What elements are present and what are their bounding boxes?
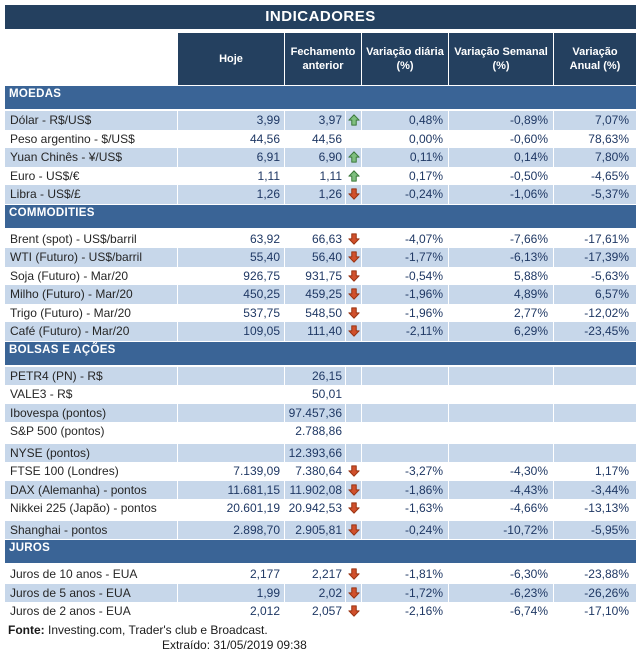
previous-close-value: 6,90: [318, 150, 342, 164]
cell-daily-change: [362, 444, 449, 463]
cell-today-value: 63,92: [178, 230, 285, 249]
arrow-up-icon: [345, 148, 361, 167]
cell-daily-change: -1,72%: [362, 584, 449, 603]
previous-close-value: 931,75: [305, 268, 342, 283]
arrow-empty-slot: [345, 404, 361, 423]
cell-today-value: 2,012: [178, 602, 285, 621]
table-row: [5, 322, 636, 341]
cell-annual-change: -23,88%: [584, 567, 629, 581]
previous-close-value: 1,26: [318, 187, 342, 201]
cell-daily-change: -1,96%: [362, 304, 449, 323]
source-text: Investing.com, Trader's club e Broadcast.: [44, 622, 268, 637]
previous-close-value: 548,50: [305, 305, 342, 320]
cell-annual-change: [554, 404, 636, 423]
cell-previous-close: [285, 481, 362, 500]
cell-today-value: 2,177: [178, 565, 285, 584]
cell-today-value: [178, 367, 285, 386]
cell-today-value: [178, 404, 285, 423]
cell-weekly-change: -4,66%: [449, 499, 554, 518]
cell-weekly-change: -6,13%: [449, 248, 554, 267]
arrow-down-icon: [345, 304, 361, 323]
table-row: [5, 285, 636, 304]
cell-weekly-change: [449, 422, 554, 441]
table-row: [5, 565, 636, 584]
table-row: [5, 167, 636, 186]
cell-previous-close: [285, 521, 362, 540]
table-row: [5, 248, 636, 267]
cell-indicator-name: Café (Futuro) - Mar/20: [5, 322, 178, 341]
table-row: [5, 602, 636, 621]
cell-today-value: 2.898,70: [178, 521, 285, 540]
table-row: [5, 404, 636, 423]
cell-today-value: [178, 444, 285, 463]
cell-weekly-change: 0,14%: [449, 148, 554, 167]
arrow-down-icon: [345, 185, 361, 204]
table-row: [5, 462, 636, 481]
cell-indicator-name: Yuan Chinês - ¥/US$: [5, 148, 178, 167]
cell-annual-change: -13,13%: [584, 501, 629, 515]
table-row: [5, 584, 636, 603]
arrow-down-icon: [345, 481, 361, 500]
column-header-previous-close: Fechamento anterior: [285, 33, 362, 85]
cell-daily-change: -1,81%: [362, 565, 449, 584]
cell-annual-change: -12,02%: [584, 305, 629, 320]
cell-weekly-change: 6,29%: [449, 322, 554, 341]
cell-weekly-change: -6,30%: [449, 565, 554, 584]
cell-annual-change: [554, 422, 636, 441]
section-header-bolsas-e-acoes: BOLSAS E AÇÕES: [5, 341, 636, 367]
cell-today-value: 11.681,15: [178, 481, 285, 500]
cell-indicator-name: Nikkei 225 (Japão) - pontos: [5, 499, 178, 518]
cell-weekly-change: -0,60%: [449, 130, 554, 149]
cell-previous-close: [285, 367, 362, 386]
cell-indicator-name: Ibovespa (pontos): [5, 404, 178, 423]
cell-weekly-change: [449, 385, 554, 404]
arrow-empty-slot: [345, 367, 361, 386]
arrow-down-icon: [345, 499, 361, 518]
previous-close-value: 459,25: [305, 287, 342, 301]
cell-daily-change: 0,17%: [362, 167, 449, 186]
cell-weekly-change: -6,74%: [449, 602, 554, 621]
cell-today-value: [178, 385, 285, 404]
arrow-down-icon: [345, 322, 361, 341]
cell-indicator-name: FTSE 100 (Londres): [5, 462, 178, 481]
cell-previous-close: [285, 167, 362, 186]
arrow-up-icon: [345, 167, 361, 186]
cell-indicator-name: Juros de 5 anos - EUA: [5, 584, 178, 603]
cell-today-value: 55,40: [178, 248, 285, 267]
cell-indicator-name: Peso argentino - $/US$: [5, 130, 178, 149]
cell-previous-close: [285, 385, 362, 404]
cell-previous-close: [285, 285, 362, 304]
cell-indicator-name: PETR4 (PN) - R$: [5, 367, 178, 386]
table-row: [5, 304, 636, 323]
section-header-juros: JUROS: [5, 539, 636, 565]
cell-annual-change: 1,17%: [594, 464, 629, 478]
table-row: [5, 367, 636, 386]
table-row: [5, 499, 636, 518]
arrow-down-icon: [345, 602, 361, 621]
cell-today-value: 926,75: [178, 267, 285, 286]
source-line: [5, 623, 636, 638]
column-header-annual-change: Variação Anual (%): [554, 33, 636, 85]
cell-weekly-change: 5,88%: [449, 267, 554, 286]
cell-weekly-change: [449, 367, 554, 386]
cell-indicator-name: Soja (Futuro) - Mar/20: [5, 267, 178, 286]
cell-annual-change: -5,63%: [590, 268, 629, 283]
arrow-down-icon: [345, 285, 361, 304]
previous-close-value: 2.905,81: [295, 522, 342, 537]
cell-indicator-name: Euro - US$/€: [5, 167, 178, 186]
column-header-row: [5, 33, 636, 85]
cell-daily-change: 0,00%: [362, 130, 449, 149]
table-row: [5, 185, 636, 204]
cell-weekly-change: [449, 404, 554, 423]
column-header-daily-change: Variação diária (%): [362, 33, 449, 85]
cell-previous-close: [285, 584, 362, 603]
cell-annual-change: 7,80%: [594, 150, 629, 164]
cell-weekly-change: -0,50%: [449, 167, 554, 186]
cell-annual-change: -17,39%: [584, 250, 629, 264]
cell-annual-change: -3,44%: [590, 482, 629, 497]
table-row: [5, 111, 636, 130]
cell-daily-change: -0,24%: [362, 521, 449, 540]
cell-previous-close: [285, 565, 362, 584]
previous-close-value: 2,217: [311, 567, 342, 581]
cell-previous-close: [285, 248, 362, 267]
cell-annual-change: [554, 444, 636, 463]
cell-indicator-name: Dólar - R$/US$: [5, 111, 178, 130]
source-label: Fonte:: [8, 622, 45, 637]
table-row: [5, 481, 636, 500]
arrow-down-icon: [345, 462, 361, 481]
cell-today-value: 450,25: [178, 285, 285, 304]
cell-weekly-change: -0,89%: [449, 111, 554, 130]
table-row: [5, 444, 636, 463]
table-row: [5, 267, 636, 286]
arrow-down-icon: [345, 230, 361, 249]
cell-previous-close: [285, 130, 362, 149]
arrow-empty-slot: [345, 444, 361, 463]
cell-previous-close: [285, 444, 362, 463]
cell-daily-change: -3,27%: [362, 462, 449, 481]
cell-daily-change: -1,77%: [362, 248, 449, 267]
previous-close-value: 3,97: [318, 113, 342, 127]
cell-indicator-name: Trigo (Futuro) - Mar/20: [5, 304, 178, 323]
cell-daily-change: 0,11%: [362, 148, 449, 167]
cell-today-value: 3,99: [178, 111, 285, 130]
cell-annual-change: -26,26%: [584, 585, 629, 600]
cell-indicator-name: DAX (Alemanha) - pontos: [5, 481, 178, 500]
cell-daily-change: -4,07%: [362, 230, 449, 249]
previous-close-value: 2.788,86: [295, 424, 342, 438]
cell-annual-change: -23,45%: [584, 324, 629, 338]
cell-indicator-name: VALE3 - R$: [5, 385, 178, 404]
section-header-moedas: MOEDAS: [5, 85, 636, 111]
arrow-down-icon: [345, 248, 361, 267]
cell-annual-change: 6,57%: [594, 287, 629, 301]
arrow-empty-slot: [345, 130, 361, 149]
arrow-down-icon: [345, 521, 361, 540]
cell-weekly-change: 2,77%: [449, 304, 554, 323]
cell-previous-close: [285, 185, 362, 204]
cell-today-value: 1,11: [178, 167, 285, 186]
cell-previous-close: [285, 148, 362, 167]
cell-daily-change: -1,63%: [362, 499, 449, 518]
cell-indicator-name: Juros de 2 anos - EUA: [5, 602, 178, 621]
cell-today-value: 537,75: [178, 304, 285, 323]
cell-daily-change: -0,54%: [362, 267, 449, 286]
table-row: [5, 521, 636, 540]
cell-daily-change: -1,96%: [362, 285, 449, 304]
column-header-weekly-change: Variação Semanal (%): [449, 33, 554, 85]
cell-weekly-change: -4,30%: [449, 462, 554, 481]
previous-close-value: 56,40: [311, 250, 342, 264]
previous-close-value: 7.380,64: [295, 464, 342, 478]
cell-previous-close: [285, 230, 362, 249]
cell-weekly-change: -6,23%: [449, 584, 554, 603]
report-title: INDICADORES: [5, 5, 636, 29]
cell-previous-close: [285, 267, 362, 286]
cell-weekly-change: -4,43%: [449, 481, 554, 500]
cell-daily-change: [362, 367, 449, 386]
cell-indicator-name: Libra - US$/£: [5, 185, 178, 204]
cell-previous-close: [285, 404, 362, 423]
arrow-down-icon: [345, 584, 361, 603]
cell-indicator-name: WTI (Futuro) - US$/barril: [5, 248, 178, 267]
extracted-line: Extraído: 31/05/2019 09:38: [162, 637, 307, 652]
cell-daily-change: [362, 385, 449, 404]
cell-indicator-name: Brent (spot) - US$/barril: [5, 230, 178, 249]
cell-today-value: 109,05: [178, 322, 285, 341]
previous-close-value: 1,11: [319, 168, 342, 183]
report-footer: [5, 623, 636, 652]
table-row: [5, 148, 636, 167]
previous-close-value: 44,56: [311, 131, 342, 146]
cell-daily-change: [362, 404, 449, 423]
previous-close-value: 11.902,08: [289, 482, 342, 497]
previous-close-value: 20.942,53: [288, 501, 342, 515]
cell-today-value: [178, 422, 285, 441]
cell-indicator-name: S&P 500 (pontos): [5, 422, 178, 441]
column-header-today: Hoje: [178, 33, 285, 85]
previous-close-value: 111,40: [307, 324, 342, 338]
cell-today-value: 20.601,19: [178, 499, 285, 518]
cell-daily-change: -2,11%: [362, 322, 449, 341]
cell-previous-close: [285, 111, 362, 130]
cell-indicator-name: Juros de 10 anos - EUA: [5, 565, 178, 584]
cell-indicator-name: NYSE (pontos): [5, 444, 178, 463]
cell-today-value: 1,99: [178, 584, 285, 603]
previous-close-value: 2,02: [318, 585, 342, 600]
arrow-up-icon: [345, 111, 361, 130]
header-spacer: [5, 33, 178, 85]
cell-annual-change: 7,07%: [594, 113, 629, 127]
cell-today-value: 7.139,09: [178, 462, 285, 481]
cell-daily-change: -1,86%: [362, 481, 449, 500]
cell-daily-change: -2,16%: [362, 602, 449, 621]
previous-close-value: 66,63: [311, 231, 342, 246]
cell-daily-change: -0,24%: [362, 185, 449, 204]
cell-indicator-name: Shanghai - pontos: [5, 521, 178, 540]
cell-annual-change: -5,95%: [590, 522, 629, 537]
cell-weekly-change: -10,72%: [449, 521, 554, 540]
cell-annual-change: 78,63%: [588, 131, 629, 146]
arrow-empty-slot: [345, 385, 361, 404]
cell-previous-close: [285, 304, 362, 323]
cell-annual-change: -17,61%: [584, 231, 629, 246]
cell-previous-close: [285, 602, 362, 621]
cell-annual-change: [554, 367, 636, 386]
cell-previous-close: [285, 462, 362, 481]
cell-daily-change: [362, 422, 449, 441]
section-header-commodities: COMMODITIES: [5, 204, 636, 230]
previous-close-value: 26,15: [311, 368, 342, 383]
cell-weekly-change: -1,06%: [449, 185, 554, 204]
cell-daily-change: 0,48%: [362, 111, 449, 130]
arrow-down-icon: [345, 267, 361, 286]
previous-close-value: 12.393,66: [288, 445, 342, 460]
table-row: [5, 130, 636, 149]
arrow-down-icon: [345, 565, 361, 584]
cell-today-value: 1,26: [178, 185, 285, 204]
previous-close-value: 2,057: [311, 604, 342, 618]
previous-close-value: 97.457,36: [288, 405, 342, 420]
table-row: [5, 422, 636, 441]
cell-indicator-name: Milho (Futuro) - Mar/20: [5, 285, 178, 304]
cell-annual-change: [554, 385, 636, 404]
cell-weekly-change: -7,66%: [449, 230, 554, 249]
cell-today-value: 6,91: [178, 148, 285, 167]
cell-annual-change: -4,65%: [590, 168, 629, 183]
cell-previous-close: [285, 322, 362, 341]
table-row: [5, 385, 636, 404]
cell-previous-close: [285, 499, 362, 518]
cell-weekly-change: [449, 444, 554, 463]
cell-annual-change: -17,10%: [584, 604, 629, 618]
table-row: [5, 230, 636, 249]
cell-weekly-change: 4,89%: [449, 285, 554, 304]
arrow-empty-slot: [345, 422, 361, 441]
cell-today-value: 44,56: [178, 130, 285, 149]
previous-close-value: 50,01: [311, 387, 342, 401]
cell-previous-close: [285, 422, 362, 441]
table-body: [5, 85, 636, 621]
cell-annual-change: -5,37%: [590, 187, 629, 201]
